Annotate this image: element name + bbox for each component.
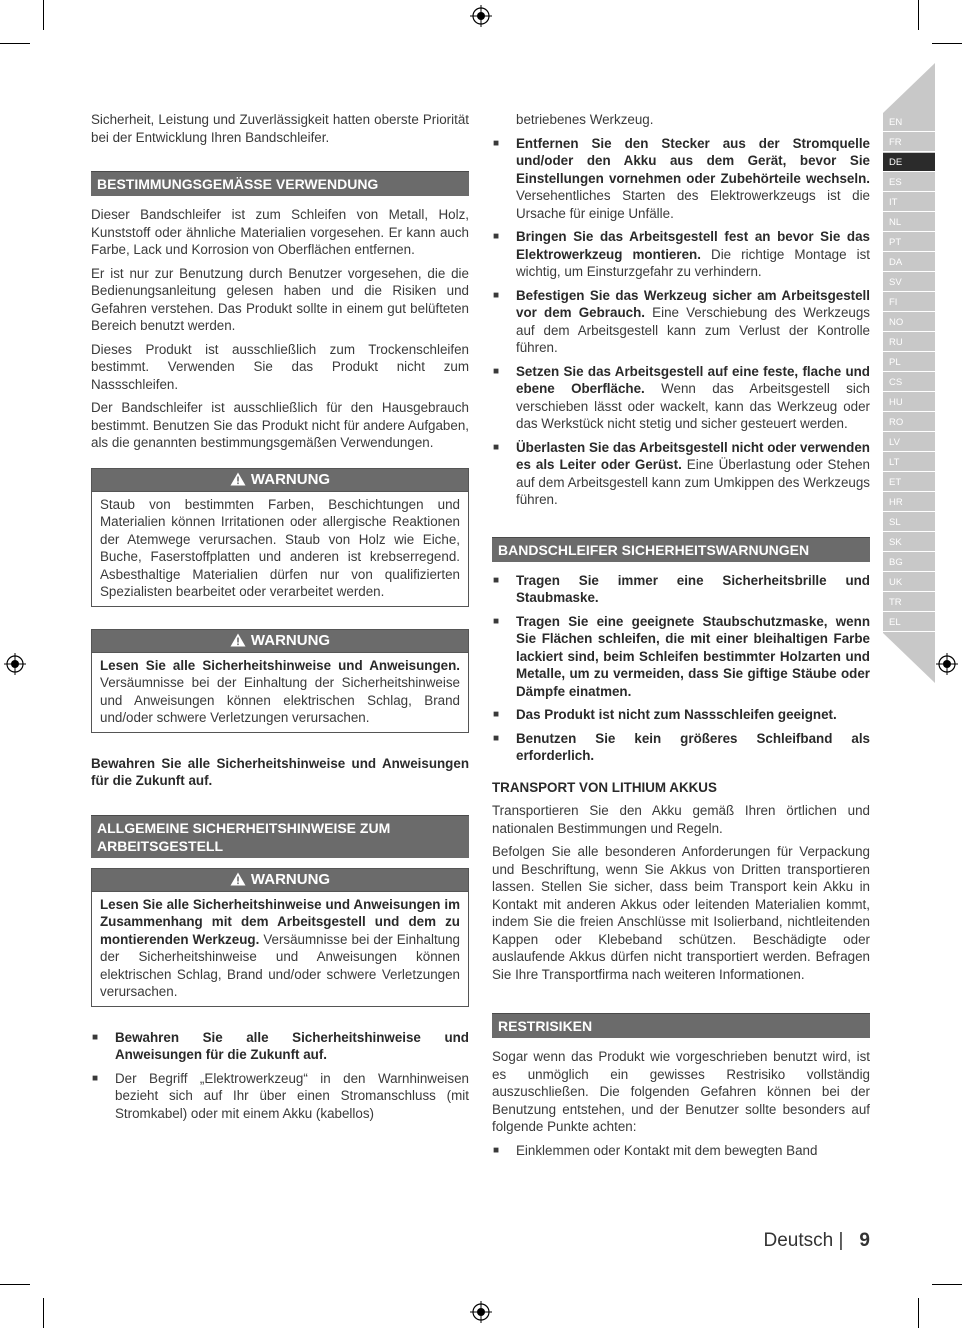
- bullet-list: [492, 111, 870, 509]
- list-item-bold: Bewahren Sie alle Sicherheitshinweise und Anweisungen für die Zukunft auf.: [115, 1029, 469, 1062]
- list-item-bold: Bringen Sie das Arbeitsgestell fest an bevor Sie das Elektrowerkzeug montieren.: [516, 229, 870, 262]
- paragraph: Er ist nur zur Benutzung durch Benutzer vorgesehen, die die Bedienungsanleitung gelesen haben und die Risiken und Gefahren verstehen. Das Produkt sollte in einem gut belüfteten Bereich benutzt werden.: [91, 265, 469, 333]
- warning-title: WARNUNG: [250, 631, 331, 649]
- paragraph: Sogar wenn das Produkt wie vorgeschrieben benutzt wird, ist es unmöglich ein gewisses Restrisiko vollständig auszuschließen. Die folgenden Gefahren können bei der Benutzung entstehen, und der Benutzer sollte besonders auf folgende Punkte achten:: [492, 1049, 870, 1134]
- bullet-icon: ■: [92, 1072, 99, 1084]
- language-tab-bg[interactable]: BG: [883, 553, 935, 572]
- warning-header: [92, 869, 468, 892]
- crop-mark: [0, 1284, 30, 1285]
- warning-box-stand: [91, 868, 469, 1007]
- bullet-icon: ■: [493, 137, 500, 149]
- language-tab-lt[interactable]: LT: [883, 453, 935, 472]
- warning-text: Versäumnisse bei der Einhaltung der Sicherheitshinweise und Anweisungen können elektrischen Schlag, Brand und/oder schwere Verletzungen verursachen.: [100, 675, 460, 725]
- warning-body: [92, 653, 468, 732]
- list-item: [492, 730, 870, 765]
- warning-triangle-icon: [230, 633, 246, 647]
- bullet-list: [91, 1029, 469, 1123]
- list-item: [492, 135, 870, 223]
- crop-mark: [932, 43, 962, 44]
- warning-text: Staub von bestimmten Farben, Beschichtungen und Materialien können Irritationen oder allergische Reaktionen der Atemwege verursachen. Staub von Holz wie Eiche, Buche, Faserstoffplatten und anderen ist krebserregend. Asbesthaltige Materialien dürfen nur von qualifizierten Spezialisten bearbeitet oder verarbeitet werden.: [100, 496, 460, 599]
- warning-triangle-icon: [230, 472, 246, 486]
- list-item-bold: Das Produkt ist nicht zum Nassschleifen geeignet.: [516, 707, 837, 722]
- language-tab-sl[interactable]: SL: [883, 513, 935, 532]
- paragraph: Der Bandschleifer ist ausschließlich für den Hausgebrauch bestimmt. Benutzen Sie das Produkt nicht für andere Aufgaben, als die genannten bestimmungsgemäßen Verwendungen.: [91, 400, 469, 450]
- paragraph: Transportieren Sie den Akku gemäß Ihren örtlichen und nationalen Bestimmungen und Regeln.: [492, 803, 870, 836]
- bullet-icon: ■: [493, 231, 500, 242]
- list-item-text: Die richtige Montage ist wichtig, um Einsturzgefahr zu verhindern.: [516, 246, 870, 279]
- language-tab-pt[interactable]: PT: [883, 233, 935, 252]
- crop-mark: [918, 1298, 919, 1328]
- warning-box-read-instructions: [91, 629, 469, 733]
- bullet-icon: ■: [493, 615, 500, 627]
- list-item-text: Einklemmen oder Kontakt mit dem bewegten Band: [516, 1142, 818, 1158]
- list-item-text: betriebenes Werkzeug.: [516, 112, 654, 127]
- list-item-text: Eine Überlastung oder Stehen auf dem Arbeitsgestell kann zum Umkippen des Werkzeugs führen.: [516, 457, 870, 507]
- language-tab-pl[interactable]: PL: [883, 353, 935, 372]
- language-tab-hr[interactable]: HR: [883, 493, 935, 512]
- paragraph: Dieser Bandschleifer ist zum Schleifen von Metall, Holz, Kunststoff oder ähnliche Materialien vorgesehen. Er kann auch Farbe, Lack und Korrosion von Oberflächen entfernen.: [91, 207, 469, 257]
- list-item: [492, 228, 870, 281]
- registration-target-icon: [470, 5, 492, 27]
- page-footer: [764, 1230, 871, 1252]
- list-item: [492, 287, 870, 357]
- language-tab-en[interactable]: EN: [883, 113, 935, 132]
- section-header-sander-safety: BANDSCHLEIFER SICHERHEITSWARNUNGEN: [492, 537, 870, 562]
- bullet-icon: ■: [92, 1031, 99, 1043]
- language-tab-nl[interactable]: NL: [883, 213, 935, 232]
- warning-header: [92, 630, 468, 653]
- language-tabs: [880, 63, 936, 683]
- list-item: [492, 572, 870, 607]
- list-item-continuation: [492, 111, 870, 129]
- language-tab-ro[interactable]: RO: [883, 413, 935, 432]
- right-column: [492, 111, 870, 1165]
- language-tab-hu[interactable]: HU: [883, 393, 935, 412]
- language-tab-no[interactable]: NO: [883, 313, 935, 332]
- language-tab-ru[interactable]: RU: [883, 333, 935, 352]
- warning-title: WARNUNG: [250, 470, 331, 488]
- list-item-bold: Tragen Sie eine geeignete Staubschutzmaske, wenn Sie Flächen schleifen, die mit einer bleihaltigen Farbe lackiert sind, beim Schleifen bestimmter Holzarten und Metalle, um zu vermeiden, dass Sie giftige Stäube oder Dämpfe einatmen.: [516, 613, 870, 699]
- section-header-intended-use: BESTIMMUNGSGEMÄSSE VERWENDUNG: [91, 171, 469, 196]
- language-tab-de[interactable]: DE: [883, 153, 935, 172]
- bullet-icon: ■: [493, 574, 500, 586]
- bullet-list: [492, 1142, 870, 1160]
- warning-triangle-icon: [230, 872, 246, 886]
- language-tab-it[interactable]: IT: [883, 193, 935, 212]
- warning-bold-text: Lesen Sie alle Sicherheitshinweise und Anweisungen im Zusammenhang mit dem Arbeitsgestell und dem zu montierenden Werkzeug.: [100, 896, 460, 947]
- list-item: [492, 613, 870, 701]
- list-item-bold: Befestigen Sie das Werkzeug sicher am Arbeitsgestell vor dem Gebrauch.: [516, 287, 870, 320]
- language-tab-uk[interactable]: UK: [883, 573, 935, 592]
- crop-mark: [918, 0, 919, 30]
- language-tab-fr[interactable]: FR: [883, 133, 935, 152]
- language-tab-sk[interactable]: SK: [883, 533, 935, 552]
- warning-title: WARNUNG: [250, 870, 331, 888]
- section-header-general-safety-stand: ALLGEMEINE SICHERHEITSHINWEISE ZUM ARBEITSGESTELL: [91, 815, 469, 858]
- list-item: [91, 1070, 469, 1123]
- language-tab-lv[interactable]: LV: [883, 433, 935, 452]
- list-item-bold: Setzen Sie das Arbeitsgestell auf eine feste, flache und ebene Oberfläche.: [516, 363, 870, 396]
- language-tab-cs[interactable]: CS: [883, 373, 935, 392]
- list-item-bold: Entfernen Sie den Stecker aus der Stromquelle und/oder den Akku aus dem Gerät, bevor Sie Einstellungen vornehmen oder Zubehörteile wechseln.: [516, 135, 870, 186]
- list-item: [91, 1029, 469, 1064]
- bullet-icon: ■: [493, 365, 500, 377]
- subheading-transport: TRANSPORT VON LITHIUM AKKUS: [492, 779, 717, 795]
- page-number: 9: [859, 1230, 870, 1251]
- registration-target-icon: [470, 1301, 492, 1323]
- list-item: [492, 1142, 870, 1160]
- list-item-bold: Überlasten Sie das Arbeitsgestell nicht oder verwenden es als Leiter oder Gerüst.: [516, 439, 870, 472]
- bullet-icon: ■: [493, 709, 500, 720]
- language-tab-es[interactable]: ES: [883, 173, 935, 192]
- language-tab-sv[interactable]: SV: [883, 273, 935, 292]
- warning-text: Versäumnisse bei der Einhaltung der Sicherheitshinweise und Anweisungen können elektrischen Schlag, Brand und/oder schwere Verletzungen verursachen.: [100, 931, 461, 999]
- list-item: [492, 439, 870, 509]
- list-item: [492, 706, 870, 724]
- list-item-bold: Tragen Sie immer eine Sicherheitsbrille und Staubmaske.: [516, 572, 870, 605]
- paragraph: Dieses Produkt ist ausschließlich zum Trockenschleifen bestimmt. Verwenden Sie das Produkt nicht zum Nassschleifen.: [91, 341, 469, 392]
- warning-box-dust: [91, 468, 469, 607]
- language-tab-fi[interactable]: FI: [883, 293, 935, 312]
- footer-language: Deutsch |: [763, 1230, 844, 1251]
- list-item-text: Versehentliches Starten des Elektrowerkzeugs ist die Ursache für einige Unfälle.: [516, 188, 870, 221]
- bullet-icon: ■: [493, 1144, 500, 1156]
- intro-text: Sicherheit, Leistung und Zuverlässigkeit hatten oberste Priorität bei der Entwicklung Ihren Bandschleifer.: [91, 112, 469, 145]
- crop-mark: [932, 1284, 962, 1285]
- section-header-residual-risks: RESTRISIKEN: [492, 1013, 870, 1038]
- left-column: [91, 111, 469, 1128]
- crop-mark: [43, 0, 44, 30]
- bullet-icon: ■: [493, 289, 500, 301]
- list-item-text: Der Begriff „Elektrowerkzeug“ in den Warnhinweisen bezieht sich auf Ihr über einen Stromanschluss (mit Stromkabel) oder mit einem Akku (kabellos): [115, 1070, 469, 1121]
- warning-body: [92, 892, 468, 1006]
- keep-instructions-note: Bewahren Sie alle Sicherheitshinweise und Anweisungen für die Zukunft auf.: [91, 755, 469, 788]
- bullet-list: [492, 572, 870, 765]
- bullet-icon: ■: [493, 441, 500, 453]
- crop-mark: [0, 43, 30, 44]
- warning-bold-text: Lesen Sie alle Sicherheitshinweise und Anweisungen.: [100, 657, 460, 673]
- language-tab-et[interactable]: ET: [883, 473, 935, 492]
- language-tab-tr[interactable]: TR: [883, 593, 935, 612]
- registration-target-icon: [936, 653, 958, 675]
- crop-mark: [43, 1298, 44, 1328]
- list-item-text: Wenn das Arbeitsgestell sich verschieben lässt oder wackelt, kann das Werkzeug oder das Werkstück nicht stetig und sicher gesteuert werden.: [516, 381, 870, 431]
- paragraph: Befolgen Sie alle besonderen Anforderungen für Verpackung und Beschriftung, wenn Sie Akkus von Dritten transportieren lassen. Stellen Sie sicher, dass beim Transport kein Akku in Kontakt mit anderen Akkus oder leitenden Materialien kommt, indem Sie die freien Anschlüsse mit Isolierband, nichtleitenden Kappen oder Klebeband schützen. Beschädigte oder auslaufende Akkus dürfen nicht transportiert werden. Befragen Sie Ihre Transportfirma nach weiteren Informationen.: [492, 844, 870, 982]
- list-item: [492, 363, 870, 433]
- list-item-text: Eine Verschiebung des Werkzeugs auf dem Arbeitsgestell kann zum Verlust der Kontrolle führen.: [516, 305, 870, 355]
- registration-target-icon: [4, 653, 26, 675]
- bullet-icon: ■: [493, 732, 500, 744]
- language-tab-da[interactable]: DA: [883, 253, 935, 272]
- list-item-bold: Benutzen Sie kein größeres Schleifband als erforderlich.: [516, 730, 870, 763]
- warning-header: [92, 469, 468, 492]
- language-tab-el[interactable]: EL: [883, 613, 935, 632]
